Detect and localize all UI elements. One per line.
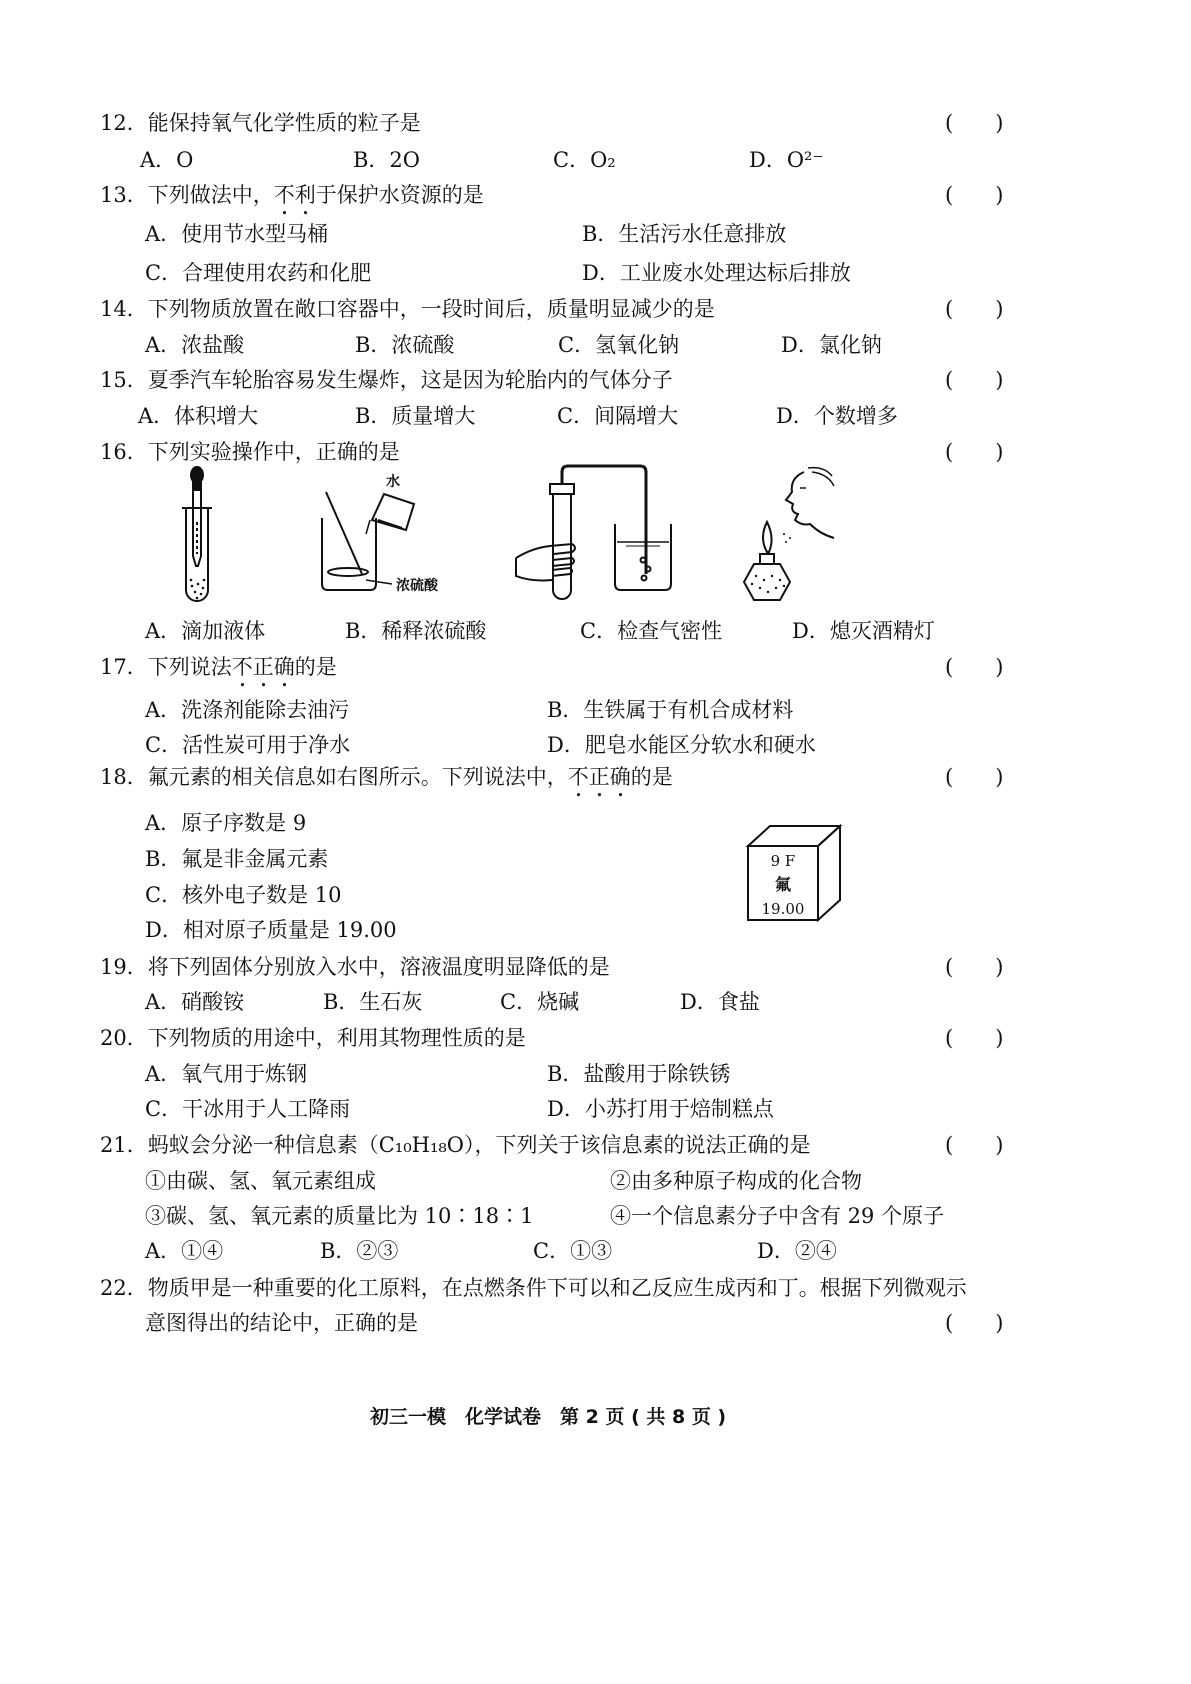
question-number: 18． — [100, 765, 148, 789]
question-number: 16． — [100, 440, 148, 464]
element-card-fluorine — [740, 820, 850, 930]
option-a: A．硝酸铵 — [145, 990, 245, 1014]
question-text: 于保护水资源的是 — [315, 183, 484, 207]
element-name: 氟 — [774, 875, 792, 894]
option-d: D．②④ — [757, 1239, 837, 1263]
cube-top — [748, 826, 840, 846]
option-a: A．①④ — [145, 1239, 224, 1263]
question-number: 15． — [100, 368, 148, 392]
option-b: B．质量增大 — [355, 404, 476, 428]
question-12 — [100, 108, 421, 138]
alcohol-lamp-figure — [744, 468, 834, 600]
experiment-figures — [140, 462, 860, 612]
option-b: B．②③ — [320, 1239, 399, 1263]
question-text-continued: 意图得出的结论中，正确的是 — [145, 1311, 418, 1335]
option-c: C．核外电子数是 10 — [145, 883, 342, 907]
question-number: 20． — [100, 1026, 148, 1050]
test-tube — [186, 508, 208, 601]
option-a: A．浓盐酸 — [145, 333, 245, 357]
option-b: B．生活污水任意排放 — [582, 222, 787, 246]
option-d: D．肥皂水能区分软水和硬水 — [547, 733, 816, 757]
question-text: 蚂蚁会分泌一种信息素（C₁₀H₁₈O），下列关于该信息素的说法正确的是 — [147, 1133, 811, 1157]
question-text: 下列物质的用途中，利用其物理性质的是 — [147, 1026, 526, 1050]
hand — [516, 544, 575, 581]
option-d: D．小苏打用于焙制糕点 — [547, 1097, 774, 1121]
answer-bracket: ( ) — [945, 955, 1004, 979]
question-text: 物质甲是一种重要的化工原料，在点燃条件下可以和乙反应生成丙和丁。根据下列微观示 — [147, 1276, 967, 1300]
option-b: B．盐酸用于除铁锈 — [547, 1062, 731, 1086]
option-b: B．生铁属于有机合成材料 — [547, 698, 794, 722]
question-number: 21． — [100, 1133, 148, 1157]
option-c: C．活性炭可用于净水 — [145, 733, 351, 757]
dropper-bulb — [191, 467, 203, 483]
acid-label: 浓硫酸 — [396, 578, 438, 594]
answer-bracket: ( ) — [945, 183, 1004, 207]
question-text: 下列物质放置在敞口容器中，一段时间后，质量明显减少的是 — [147, 297, 715, 321]
answer-bracket: ( ) — [945, 1026, 1004, 1050]
answer-bracket: ( ) — [945, 1133, 1004, 1157]
alcohol-lamp — [744, 564, 790, 600]
emphasis-text: 不正确 — [567, 765, 631, 789]
question-number: 12． — [100, 111, 148, 135]
bubble — [641, 558, 646, 563]
question-13 — [100, 180, 484, 210]
option-a: A．原子序数是 9 — [145, 811, 307, 835]
question-text: 下列实验操作中，正确的是 — [147, 440, 400, 464]
statement-2: ②由多种原子构成的化合物 — [610, 1169, 862, 1193]
question-text: 将下列固体分别放入水中，溶液温度明显降低的是 — [147, 955, 610, 979]
option-a: A．O — [140, 148, 194, 172]
option-b: B．2O — [353, 148, 421, 172]
option-a: A．洗涤剂能除去油污 — [145, 698, 350, 722]
answer-bracket: ( ) — [945, 655, 1004, 679]
breath — [783, 533, 791, 543]
option-c: C．干冰用于人工降雨 — [145, 1097, 351, 1121]
atomic-number-symbol: 9 F — [770, 852, 796, 870]
water-label: 水 — [386, 474, 400, 490]
atomic-mass: 19.00 — [761, 900, 805, 918]
emphasis-text: 不正确 — [231, 655, 295, 679]
question-number: 19． — [100, 955, 148, 979]
option-a: A．体积增大 — [138, 404, 259, 428]
option-d: D．食盐 — [680, 990, 760, 1014]
cube-side — [818, 826, 840, 920]
answer-bracket: ( ) — [945, 297, 1004, 321]
option-c: C．O₂ — [553, 148, 616, 172]
option-d: D．相对原子质量是 19.00 — [145, 918, 397, 942]
figure-caption-d: D．熄灭酒精灯 — [792, 619, 935, 643]
answer-bracket: ( ) — [945, 440, 1004, 464]
flame — [763, 522, 772, 552]
option-d: D．个数增多 — [776, 404, 898, 428]
question-22 — [100, 1273, 967, 1303]
option-c: C．合理使用农药和化肥 — [145, 261, 372, 285]
page-footer: 初三一模 化学试卷 第 2 页 ( 共 8 页 ) — [370, 1406, 727, 1428]
dropper-in-test-tube-figure — [182, 467, 212, 601]
option-b: B．浓硫酸 — [355, 333, 455, 357]
question-number: 17． — [100, 655, 148, 679]
question-text: 的是 — [630, 765, 673, 789]
figure-caption-c: C．检查气密性 — [580, 619, 723, 643]
option-c: C．烧碱 — [500, 990, 580, 1014]
option-d: D．氯化钠 — [781, 333, 882, 357]
option-d: D．O²⁻ — [749, 148, 824, 172]
question-number: 13． — [100, 183, 148, 207]
figure-caption-a: A．滴加液体 — [145, 619, 266, 643]
option-b: B．氟是非金属元素 — [145, 847, 329, 871]
statement-1: ①由碳、氢、氧元素组成 — [145, 1169, 376, 1193]
option-c: C．氢氧化钠 — [558, 333, 680, 357]
option-c: C．①③ — [533, 1239, 613, 1263]
question-21 — [100, 1130, 811, 1160]
statement-4: ④一个信息素分子中含有 29 个原子 — [610, 1204, 945, 1228]
question-17 — [100, 652, 337, 682]
stopper — [550, 484, 574, 494]
figure-caption-b: B．稀释浓硫酸 — [345, 619, 487, 643]
option-c: C．间隔增大 — [557, 404, 679, 428]
lamp-neck — [760, 554, 774, 564]
emphasis-text: 不利 — [273, 183, 316, 207]
question-18 — [100, 762, 673, 792]
glass-rod — [326, 492, 362, 574]
option-d: D．工业废水处理达标后排放 — [582, 261, 851, 285]
option-b: B．生石灰 — [323, 990, 423, 1014]
question-text: 下列做法中， — [147, 183, 274, 207]
face-profile — [786, 472, 834, 538]
question-14 — [100, 294, 715, 324]
liquid — [190, 579, 206, 600]
question-text: 能保持氧气化学性质的粒子是 — [147, 111, 421, 135]
question-text: 夏季汽车轮胎容易发生爆炸，这是因为轮胎内的气体分子 — [147, 368, 673, 392]
question-15 — [100, 365, 673, 395]
question-text: 氟元素的相关信息如右图所示。下列说法中， — [147, 765, 568, 789]
answer-bracket: ( ) — [945, 765, 1004, 789]
dilute-acid-figure — [322, 473, 439, 594]
question-number: 22． — [100, 1276, 148, 1300]
bubble — [646, 567, 651, 572]
option-a: A．氧气用于炼钢 — [145, 1062, 308, 1086]
question-text: 的是 — [294, 655, 337, 679]
question-19 — [100, 952, 610, 982]
airtightness-figure — [516, 466, 671, 599]
answer-bracket: ( ) — [945, 1311, 1004, 1335]
delivery-tube — [562, 466, 646, 574]
answer-bracket: ( ) — [945, 111, 1004, 135]
question-20 — [100, 1023, 526, 1053]
statement-3: ③碳、氢、氧元素的质量比为 10∶18∶1 — [145, 1204, 534, 1228]
question-number: 14． — [100, 297, 148, 321]
bubble — [642, 576, 647, 581]
answer-bracket: ( ) — [945, 368, 1004, 392]
question-text: 下列说法 — [147, 655, 232, 679]
option-a: A．使用节水型马桶 — [145, 222, 329, 246]
